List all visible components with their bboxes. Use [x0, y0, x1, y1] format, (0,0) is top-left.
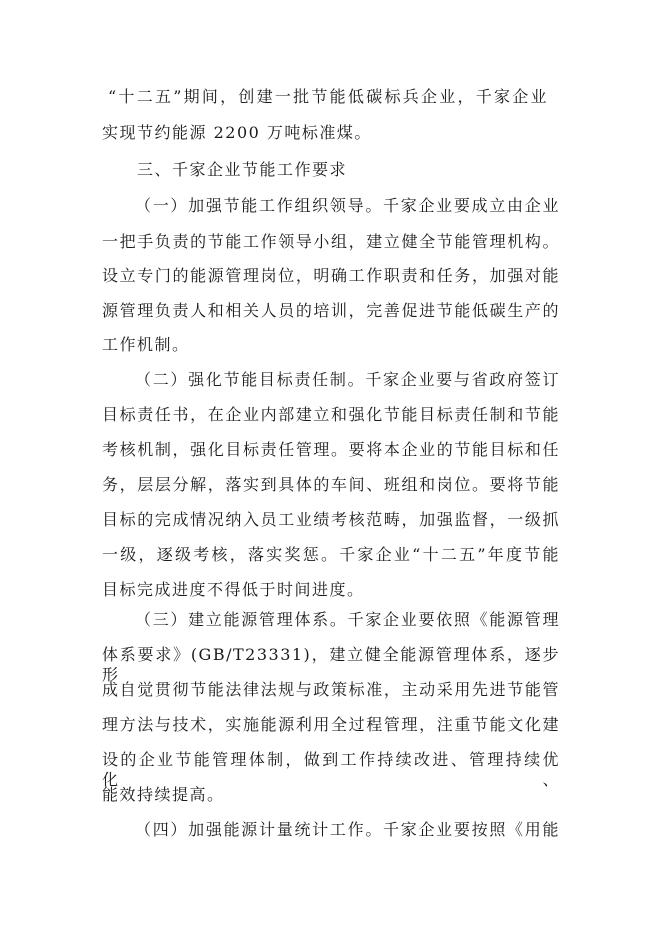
- text-line: 一把手负责的节能工作领导小组，建立健全节能管理机构。: [102, 232, 560, 251]
- text-line: 理方法与技术，实施能源利用全过程管理，注重节能文化建: [102, 715, 560, 734]
- text-line: 能效持续提高。: [102, 785, 225, 804]
- text-line: （四）加强能源计量统计工作。千家企业要按照《用能: [135, 820, 560, 839]
- section-heading: 三、千家企业节能工作要求: [137, 160, 348, 179]
- text-line: 设立专门的能源管理岗位，明确工作职责和任务，加强对能: [102, 266, 560, 285]
- text-line: 目标的完成情况纳入员工业绩考核范畴，加强监督，一级抓: [102, 510, 560, 529]
- text-line: 一级，逐级考核，落实奖惩。千家企业“十二五”年度节能: [102, 545, 560, 564]
- text-line: 体系要求》(GB/T23331)，建立健全能源管理体系，逐步形: [102, 645, 560, 684]
- text-line: （二）强化节能目标责任制。千家企业要与省政府签订: [135, 370, 560, 389]
- text-line: 务，层层分解，落实到具体的车间、班组和岗位。要将节能: [102, 475, 560, 494]
- text-line: 实现节约能源 2200 万吨标准煤。: [102, 123, 372, 142]
- text-line: 目标完成进度不得低于时间进度。: [102, 580, 365, 599]
- text-line: 考核机制，强化目标责任管理。要将本企业的节能目标和任: [102, 440, 560, 459]
- text-line: （三）建立能源管理体系。千家企业要依照《能源管理: [135, 610, 560, 629]
- text-line: 目标责任书，在企业内部建立和强化节能目标责任制和节能: [102, 405, 560, 424]
- text-line: “十二五”期间，创建一批节能低碳标兵企业，千家企业: [108, 87, 548, 106]
- text-line: 源管理负责人和相关人员的培训，完善促进节能低碳生产的: [102, 301, 560, 320]
- text-line: 工作机制。: [102, 335, 190, 354]
- text-line: （一）加强节能工作组织领导。千家企业要成立由企业: [135, 196, 560, 215]
- text-line: 成自觉贯彻节能法律法规与政策标准，主动采用先进节能管: [102, 680, 560, 699]
- text-line: 设的企业节能管理体制，做到工作持续改进、管理持续优化、: [102, 750, 560, 789]
